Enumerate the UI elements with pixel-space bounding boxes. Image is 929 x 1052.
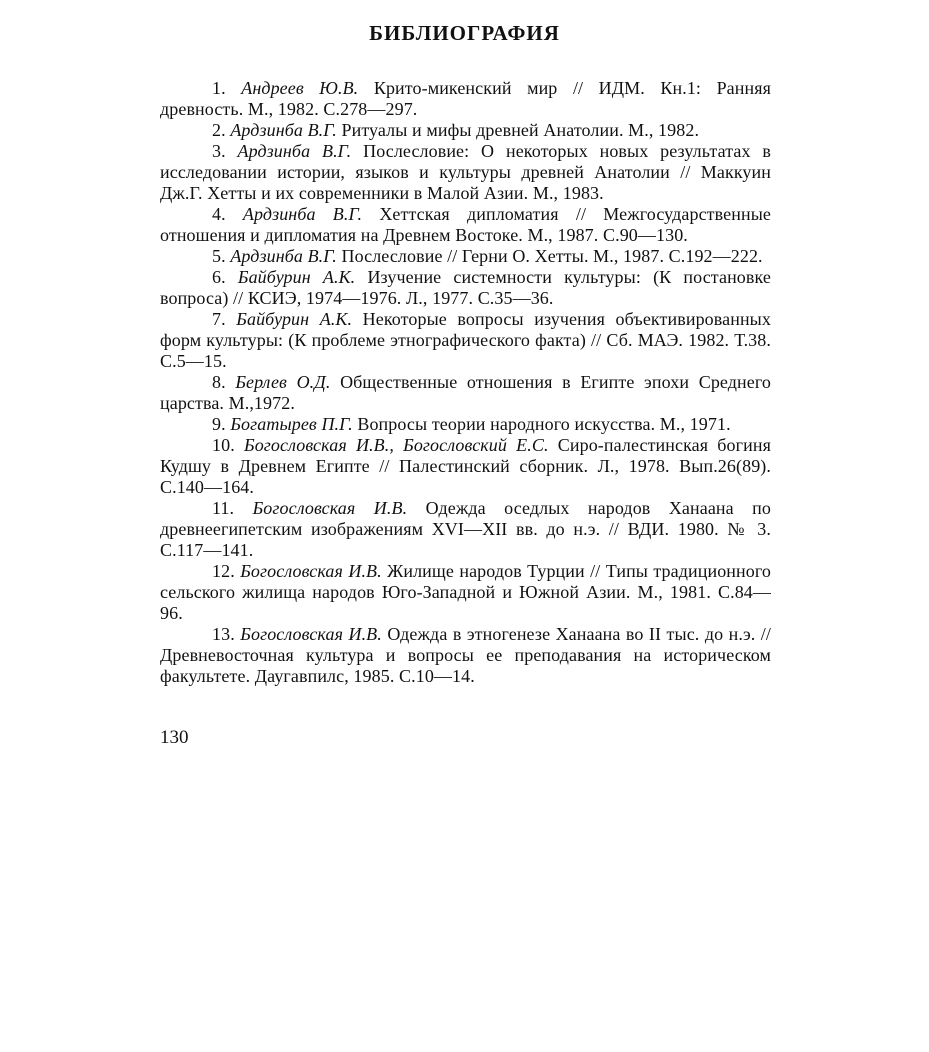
entry-author: Байбурин А.К. (236, 309, 353, 329)
bibliography-entry (160, 435, 771, 498)
entry-author: Берлев О.Д. (235, 372, 331, 392)
bibliography-entry (160, 267, 771, 309)
bibliography-entry (160, 204, 771, 246)
entry-number: 9. (212, 414, 226, 434)
page-number: 130 (160, 727, 189, 748)
entry-author: Богословская И.В., Богословский Е.С. (243, 435, 549, 455)
entry-author: Андреев Ю.В. (241, 78, 359, 98)
entry-text: Послесловие // Герни О. Хетты. М., 1987. С.192—222. (341, 246, 763, 266)
entry-text: Вопросы теории народного искусства. М., 1971. (357, 414, 731, 434)
entry-author: Ардзинба В.Г. (237, 141, 352, 161)
entry-number: 8. (212, 372, 226, 392)
entry-text: Некоторые вопросы изучения объективированных форм культуры: (К проблеме этнографического факта) // Сб. МАЭ. 1982. Т.38. С.5—15. (160, 309, 771, 371)
bibliography-entry (160, 78, 771, 120)
entry-author: Богатырев П.Г. (230, 414, 353, 434)
entry-number: 3. (212, 141, 226, 161)
entry-text: Послесловие: О некоторых новых результатах в исследовании истории, языков и культуры древней Анатолии // Маккуин Дж.Г. Хетты и их современники в Малой Азии. М., 1983. (160, 141, 771, 203)
entry-text: Одежда оседлых народов Ханаана по древнеегипетским изображениям XVI—XII вв. до н.э. // ВДИ. 1980. № 3. С.117—141. (160, 498, 771, 560)
bibliography-entry (160, 120, 771, 141)
entry-text: Одежда в этногенезе Ханаана во II тыс. до н.э. // Древневосточная культура и вопросы ее преподавания на историческом факультете. Даугавпилс, 1985. С.10—14. (160, 624, 772, 686)
bibliography-entry (160, 561, 771, 624)
entry-number: 6. (212, 267, 226, 287)
bibliography-entry (160, 498, 771, 561)
entry-number: 7. (212, 309, 226, 329)
entry-number: 2. (212, 120, 226, 140)
bibliography-entry (160, 372, 771, 414)
bibliography-entry (160, 624, 771, 687)
entry-text: Хеттская дипломатия // Межгосударственные отношения и дипломатия на Древнем Востоке. М., 1987. С.90—130. (160, 204, 771, 245)
bibliography-list (160, 78, 771, 687)
entry-number: 5. (212, 246, 226, 266)
entry-number: 11. (212, 498, 235, 518)
entry-author: Ардзинба В.Г. (242, 204, 363, 224)
entry-author: Богословская И.В. (252, 498, 408, 518)
entry-author: Богословская И.В. (240, 624, 382, 644)
bibliography-entry (160, 309, 771, 372)
entry-number: 12. (212, 561, 235, 581)
page-title: БИБЛИОГРАФИЯ (369, 21, 560, 45)
entry-author: Богословская И.В. (240, 561, 382, 581)
entry-text: Ритуалы и мифы древней Анатолии. М., 1982. (341, 120, 700, 140)
bibliography-entry (160, 246, 771, 267)
entry-author: Байбурин А.К. (237, 267, 356, 287)
entry-author: Ардзинба В.Г. (230, 246, 337, 266)
entry-author: Ардзинба В.Г. (230, 120, 337, 140)
entry-number: 13. (212, 624, 235, 644)
entry-text: Жилище народов Турции // Типы традиционного сельского жилища народов Юго-Западной и Южной Азии. М., 1981. С.84—96. (160, 561, 772, 623)
bibliography-entry (160, 414, 771, 435)
entry-text: Крито-микенский мир // ИДМ. Кн.1: Ранняя древность. М., 1982. С.278—297. (160, 78, 771, 119)
entry-text: Изучение системности культуры: (К постановке вопроса) // КСИЭ, 1974—1976. Л., 1977. С.35—36. (160, 267, 771, 308)
entry-number: 1. (212, 78, 226, 98)
entry-text: Общественные отношения в Египте эпохи Среднего царства. М.,1972. (160, 372, 771, 413)
bibliography-entry (160, 141, 771, 204)
entry-number: 10. (212, 435, 235, 455)
entry-text: Сиро-палестинская богиня Кудшу в Древнем Египте // Палестинский сборник. Л., 1978. Вып.26(89). С.140—164. (160, 435, 771, 497)
entry-number: 4. (212, 204, 226, 224)
